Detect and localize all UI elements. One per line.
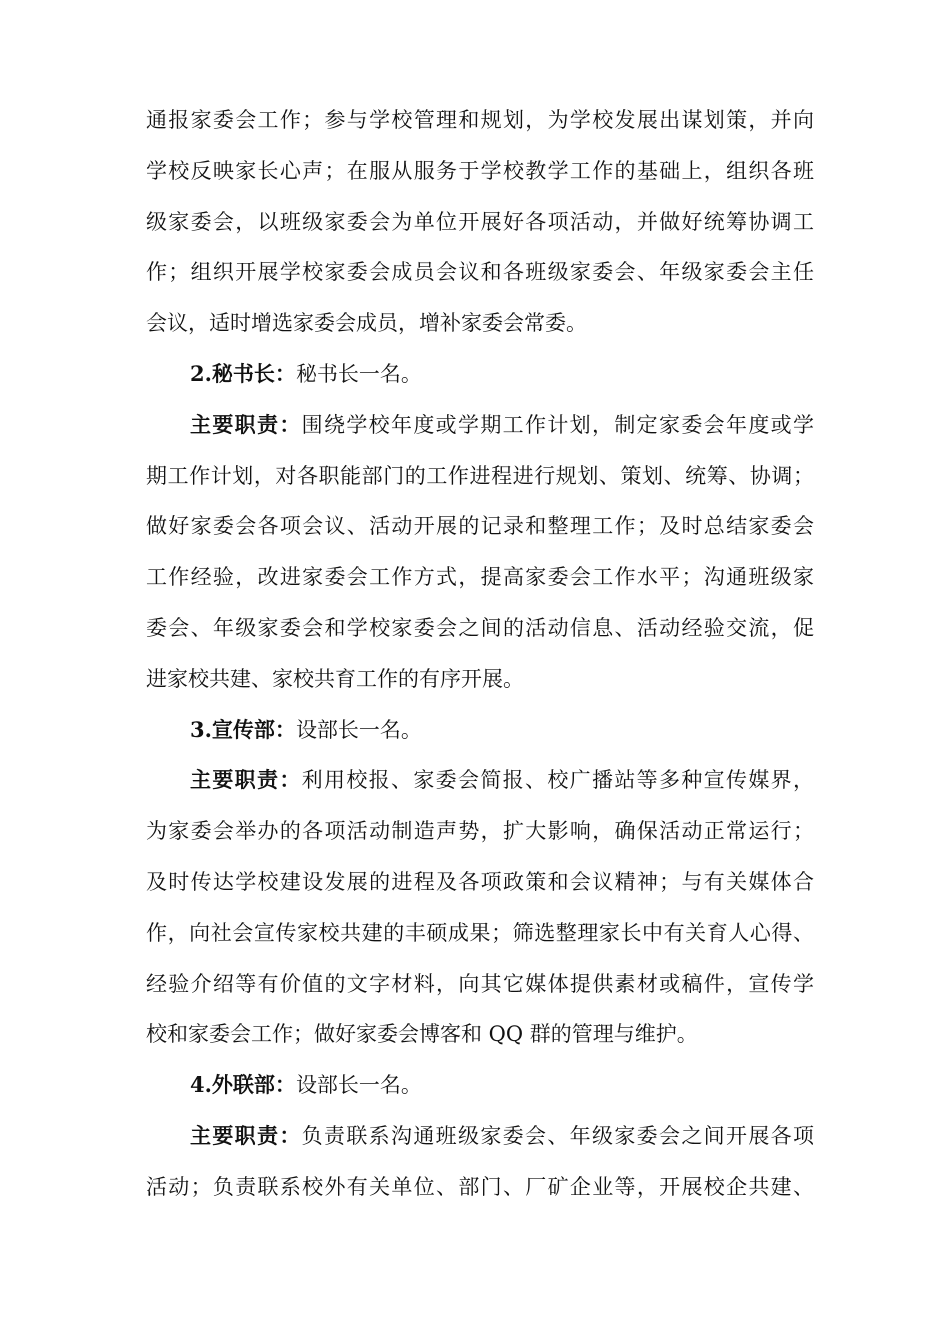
duty-label: 主要职责： [190, 1122, 302, 1148]
section-text: 设部长一名。 [295, 717, 422, 742]
text-line: 学校反映家长心声；在服从服务于学校教学工作的基础上，组织各班 [146, 158, 814, 183]
document-body [146, 95, 814, 1213]
duty-text: 围绕学校年度或学期工作计划，制定家委会年度或学 [301, 412, 814, 437]
text-line: 校和家委会工作；做好家委会博客和 QQ 群的管理与维护。 [146, 1022, 698, 1047]
text-line: 工作经验，改进家委会工作方式，提高家委会工作水平；沟通班级家 [146, 565, 814, 590]
text-line: 进家校共建、家校共育工作的有序开展。 [146, 666, 524, 691]
duty-label: 主要职责： [190, 767, 302, 793]
section-label: 2.秘书长： [190, 360, 296, 386]
section-label: 3.宣传部： [190, 716, 296, 742]
section-heading-publicity [146, 705, 814, 756]
section-text: 秘书长一名。 [295, 361, 422, 386]
section-label: 4.外联部： [190, 1072, 296, 1098]
duty-label: 主要职责： [190, 411, 302, 437]
text-line: 会议，适时增选家委会成员，增补家委会常委。 [146, 311, 587, 336]
text-line: 作；组织开展学校家委会成员会议和各班级家委会、年级家委会主任 [146, 260, 814, 285]
duty-line [146, 400, 814, 451]
text-line: 期工作计划，对各职能部门的工作进程进行规划、策划、统筹、协调； [146, 463, 814, 488]
duty-line [146, 755, 814, 806]
text-line: 做好家委会各项会议、活动开展的记录和整理工作；及时总结家委会 [146, 514, 814, 539]
section-heading-secretary [146, 349, 814, 400]
section-heading-liaison [146, 1060, 814, 1111]
text-line: 活动；负责联系校外有关单位、部门、厂矿企业等，开展校企共建、 [146, 1174, 814, 1199]
duty-text: 负责联系沟通班级家委会、年级家委会之间开展各项 [301, 1123, 814, 1148]
text-line: 为家委会举办的各项活动制造声势，扩大影响，确保活动正常运行； [146, 819, 814, 844]
text-line: 作，向社会宣传家校共建的丰硕成果；筛选整理家长中有关育人心得、 [146, 920, 814, 945]
text-line: 通报家委会工作；参与学校管理和规划，为学校发展出谋划策，并向 [146, 108, 814, 132]
text-line: 级家委会，以班级家委会为单位开展好各项活动，并做好统筹协调工 [146, 209, 814, 234]
text-line: 及时传达学校建设发展的进程及各项政策和会议精神；与有关媒体合 [146, 869, 814, 894]
duty-line [146, 1111, 814, 1162]
duty-text: 利用校报、家委会简报、校广播站等多种宣传媒界， [301, 768, 814, 793]
section-text: 设部长一名。 [295, 1073, 422, 1098]
text-line: 委会、年级家委会和学校家委会之间的活动信息、活动经验交流，促 [146, 615, 814, 640]
text-line: 经验介绍等有价值的文字材料，向其它媒体提供素材或稿件，宣传学 [146, 971, 814, 996]
